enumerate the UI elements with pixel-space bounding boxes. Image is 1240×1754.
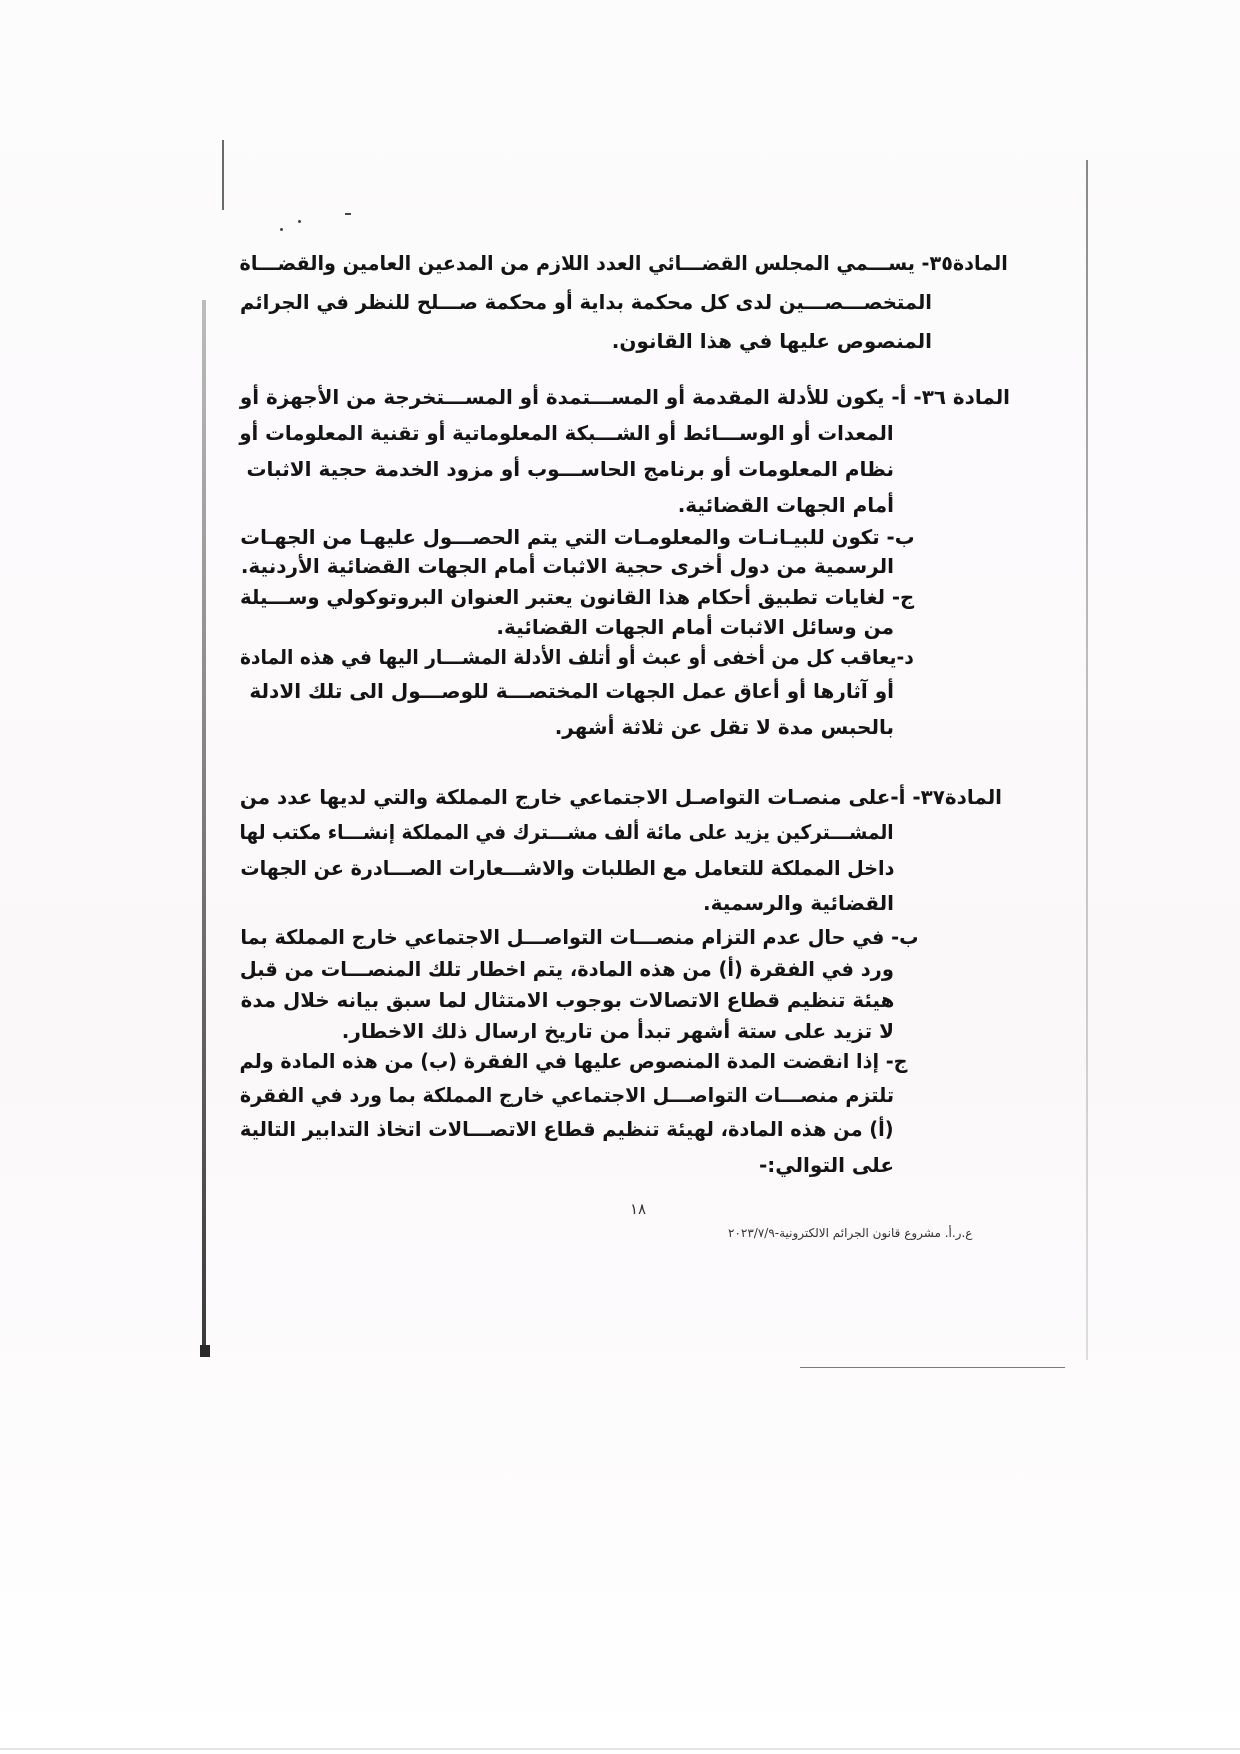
article-36-line: بالحبس مدة لا تقل عن ثلاثة أشهر.: [554, 715, 894, 739]
article-36-line: أمام الجهات القضائية.: [677, 493, 894, 517]
article-37-line: على التوالي:-: [759, 1153, 894, 1177]
scan-speck: [280, 228, 283, 231]
article-36-line: من وسائل الاثبات أمام الجهات القضائية.: [496, 615, 894, 639]
article-35-line: المنصوص عليها في هذا القانون.: [611, 329, 932, 353]
scan-bottom-rule: [800, 1367, 1065, 1368]
article-35-line: المتخصـــصـــين لدى كل محكمة بداية أو محكمة صـــلح للنظر في الجرائم: [240, 290, 932, 314]
scan-edge-mark: [200, 1345, 210, 1357]
article-36-line: أو آثارها أو أعاق عمل الجهات المختصـــة للوصـــول الى تلك الادلة: [249, 679, 894, 703]
article-36-line: ج- لغايات تطبيق أحكام هذا القانون يعتبر العنوان البروتوكولي وســـيلة: [239, 585, 914, 609]
article-37-line: المشـــتركين يزيد على مائة ألف مشـــترك في المملكة إنشـــاء مكتب لها: [239, 820, 894, 844]
article-36-line: نظام المعلومات أو برنامج الحاســـوب أو مزود الخدمة حجية الاثبات: [246, 457, 894, 481]
article-37-line: ورد في الفقرة (أ) من هذه المادة، يتم اخطار تلك المنصـــات من قبل: [240, 957, 894, 981]
article-36-line: د-يعاقب كل من أخفى أو عبث أو أتلف الأدلة المشـــار اليها في هذه المادة: [240, 645, 914, 669]
article-37-line: القضائية والرسمية.: [703, 891, 894, 915]
article-37-line: ج- إذا انقضت المدة المنصوص عليها في الفقرة (ب) من هذه المادة ولم: [240, 1049, 908, 1073]
scan-speck: [345, 213, 351, 215]
article-37-line: (أ) من هذه المادة، لهيئة تنظيم قطاع الاتصـــالات اتخاذ التدابير التالية: [240, 1117, 894, 1141]
article-37-line: هيئة تنظيم قطاع الاتصالات بوجوب الامتثال لما سبق بيانه خلال مدة: [240, 988, 894, 1012]
article-36-line: المعدات أو الوســـائط أو الشـــبكة المعلوماتية أو تقنية المعلومات أو: [239, 421, 894, 445]
scan-edge-line: [222, 140, 224, 210]
article-37-line: تلتزم منصـــات التواصـــل الاجتماعي خارج المملكة بما ورد في الفقرة: [239, 1083, 894, 1107]
article-37-line: لا تزيد على ستة أشهر تبدأ من تاريخ ارسال ذلك الاخطار.: [341, 1019, 894, 1043]
footer-reference: ع.ر.أ. مشروع قانون الجرائم الالكترونية-٢٠٢٣/٧/٩: [728, 1226, 973, 1240]
scan-speck: [298, 220, 301, 223]
article-37-line: ب- في حال عدم التزام منصـــات التواصـــل الاجتماعي خارج المملكة بما: [239, 925, 918, 949]
scan-edge-line-right: [1086, 160, 1088, 1360]
article-36-line: ب- تكون للبيـانـات والمعلومـات التي يتم الحصـــول عليهـا من الجهـات: [239, 525, 914, 549]
article-35-line: المادة٣٥- يســـمي المجلس القضـــائي العدد اللازم من المدعين العامين والقضـــاة: [239, 251, 1008, 275]
scan-page-edge: [0, 1748, 1240, 1750]
page-number: ١٨: [630, 1200, 647, 1218]
article-37-line: داخل المملكة للتعامل مع الطلبات والاشـــعارات الصـــادرة عن الجهات: [239, 856, 894, 880]
article-37-line: المادة٣٧- أ-على منصـات التواصـل الاجتماعي خارج المملكة والتي لديها عدد من: [239, 785, 1002, 809]
article-36-line: المادة ٣٦- أ- يكون للأدلة المقدمة أو المســـتمدة أو المســـتخرجة من الأجهزة أو: [239, 385, 1010, 409]
scan-edge-shadow: [202, 300, 206, 1350]
article-36-line: الرسمية من دول أخرى حجية الاثبات أمام الجهات القضائية الأردنية.: [240, 554, 894, 578]
